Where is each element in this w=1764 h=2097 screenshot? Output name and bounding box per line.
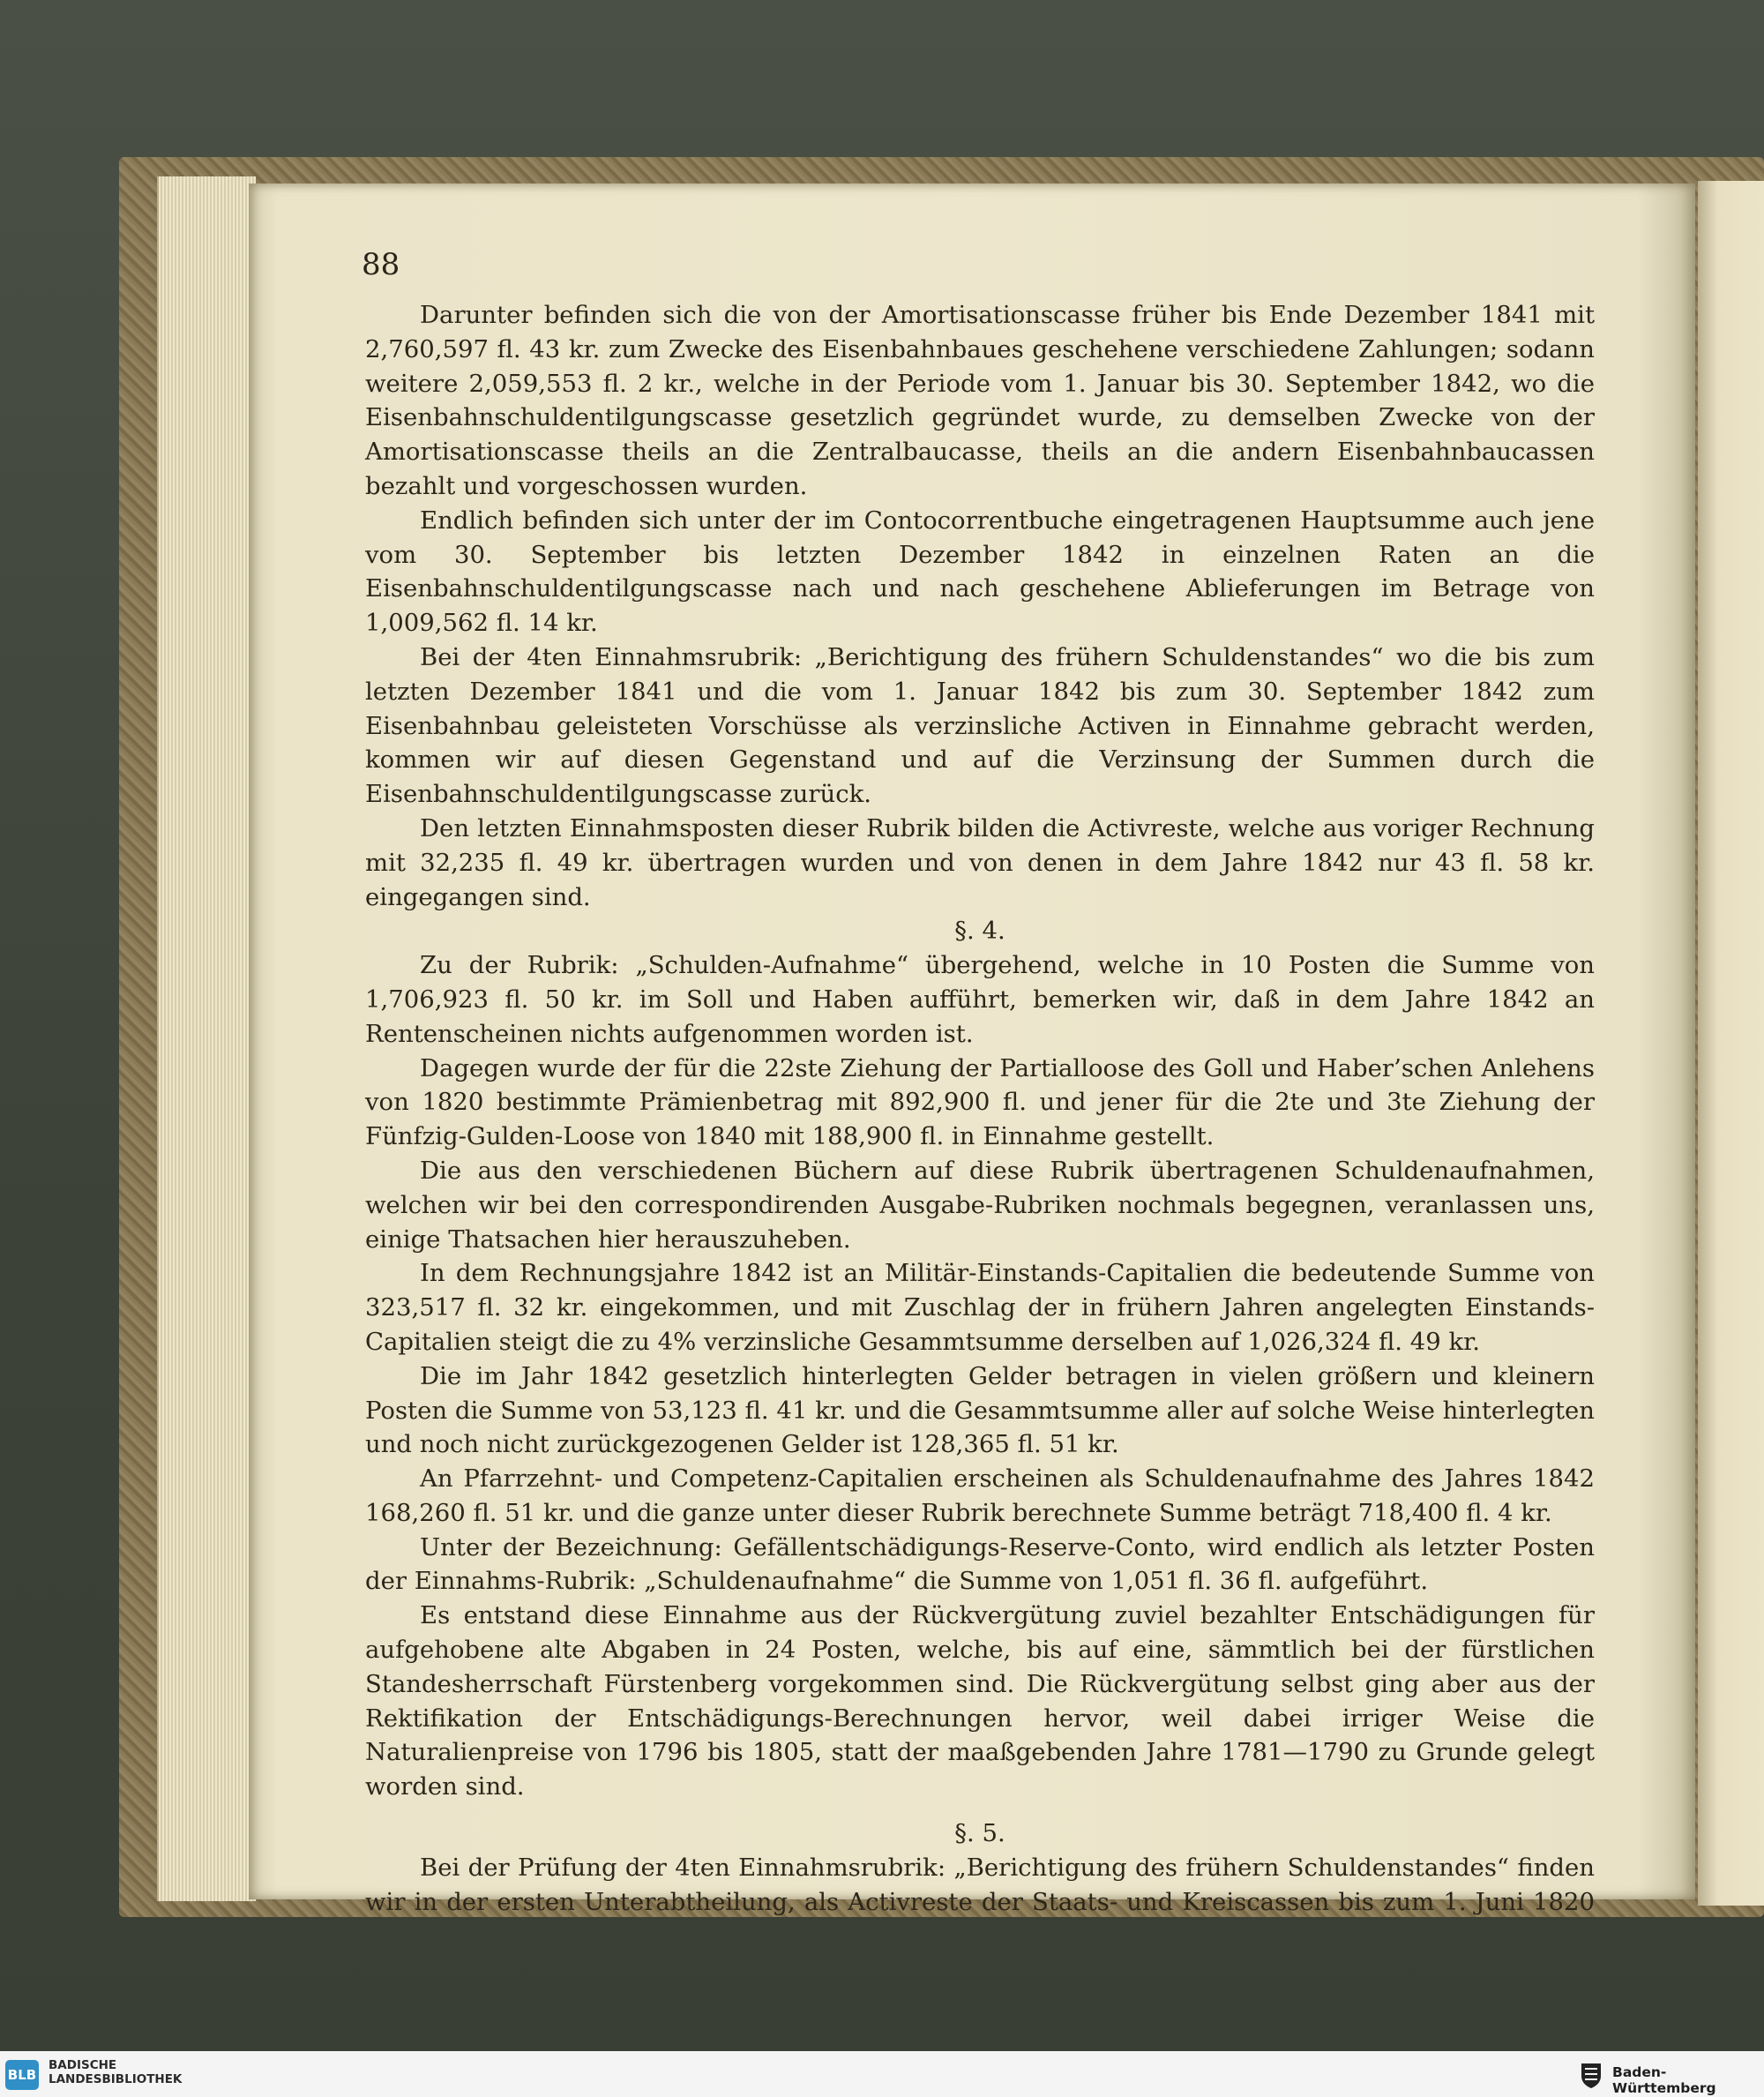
library-name-line1: BADISCHE [49, 2058, 117, 2072]
facing-page-edge [1698, 181, 1764, 1906]
section-heading: §. 5. [954, 1819, 1005, 1848]
paragraph: Den letzten Einnahmsposten dieser Rubrik bilden die Activreste, welche aus voriger Rechnung mit 32,235 fl. 49 kr. übertragen wurden und von denen in dem Jahre 1842 nur 43 fl. 58 kr. eingegangen sind. [365, 813, 1595, 911]
paragraph: Die aus den verschiedenen Büchern auf diese Rubrik übertragenen Schuldenaufnahmen, welchen wir bei den correspondirenden Ausgabe-Rubriken nochmals begegnen, veranlassen uns, einige Thatsachen hier herauszuheben. [365, 1156, 1595, 1254]
paragraph: Endlich befinden sich unter der im Contocorrentbuche eingetragenen Hauptsumme auch jene vom 30. September bis letzten Dezember 1842 in einzelnen Raten an die Eisenbahnschuldentilgungscasse nach und nach geschehene Ablieferungen im Betrage von 1,009,562 fl. 14 kr. [365, 506, 1595, 638]
library-name-line2: LANDESBIBLIOTHEK [49, 2072, 183, 2086]
paragraph: Die im Jahr 1842 gesetzlich hinterlegten Gelder betragen in vielen größern und kleinern Posten die Summe von 53,123 fl. 41 kr. und die Gesammtsumme aller auf solche Weise hinterlegten und noch nicht zurückgezogenen Gelder ist 128,365 fl. 51 kr. [365, 1361, 1595, 1459]
paragraph: Bei der Prüfung der 4ten Einnahmsrubrik: „Berichtigung des frühern Schuldenstandes“ finden wir in der ersten Unterabtheilung, als Activreste der Staats- und Kreiscassen bis zum 1. Juni 1820 [365, 1853, 1595, 1916]
paragraph: In dem Rechnungsjahre 1842 ist an Militär-Einstands-Capitalien die bedeutende Summe von 323,517 fl. 32 kr. eingekommen, und mit Zuschlag der in frühern Jahren angelegten Einstands-Capitalien steigt die zu 4% verzinsliche Gesammtsumme derselben auf 1,026,324 fl. 49 kr. [365, 1259, 1595, 1356]
paragraph: Bei der 4ten Einnahmsrubrik: „Berichtigung des frühern Schuldenstandes“ wo die bis zum letzten Dezember 1841 und die vom 1. Januar 1842 bis zum 30. September 1842 zum Eisenbahnbau geleisteten Vorschüsse als verzinsliche Activen in Einnahme gebracht werden, kommen wir auf diesen Gegenstand und auf die Verzinsung der Summen durch die Eisenbahnschuldentilgungscasse zurück. [365, 642, 1595, 809]
page-number: 88 [362, 247, 400, 282]
library-name[interactable] [49, 2058, 182, 2086]
state-name[interactable]: Baden-Württemberg [1612, 2064, 1716, 2096]
paragraph: Zu der Rubrik: „Schulden-Aufnahme“ übergehend, welche in 10 Posten die Summe von 1,706,923 fl. 50 kr. im Soll und Haben aufführt, bemerken wir, daß in dem Jahre 1842 an Rentenscheinen nichts aufgenommen worden ist. [365, 951, 1595, 1048]
paragraph: Unter der Bezeichnung: Gefällentschädigungs-Reserve-Conto, wird endlich als letzter Posten der Einnahms-Rubrik: „Schuldenaufnahme“ die Summe von 1,051 fl. 36 fl. aufgeführt. [365, 1532, 1595, 1596]
paragraph: An Pfarrzehnt- und Competenz-Capitalien erscheinen als Schuldenaufnahme des Jahres 1842 168,260 fl. 51 kr. und die ganze unter dieser Rubrik berechnete Summe beträgt 718,400 fl. 4 kr. [365, 1464, 1595, 1527]
page-edges-left [157, 176, 256, 1901]
footer-bar [0, 2051, 1764, 2097]
page-text [365, 298, 1595, 1919]
paragraph: Dagegen wurde der für die 22ste Ziehung der Partialloose des Goll und Haber’schen Anlehens von 1820 bestimmte Prämienbetrag mit 892,900 fl. und jener für die 2te und 3te Ziehung der Fünfzig-Gulden-Loose von 1840 mit 188,900 fl. in Einnahme gestellt. [365, 1053, 1595, 1151]
section-heading: §. 4. [954, 917, 1005, 946]
paragraph: Darunter befinden sich die von der Amortisationscasse früher bis Ende Dezember 1841 mit 2,760,597 fl. 43 kr. zum Zwecke des Eisenbahnbaues geschehene verschiedene Zahlungen; sodann weitere 2,059,553 fl. 2 kr., welche in der Periode vom 1. Januar bis 30. September 1842, wo die Eisenbahnschuldentilgungscasse gesetzlich gegründet wurde, zu demselben Zwecke von der Amortisationscasse theils an die Zentralbaucasse, theils an die andern Eisenbahnbaucassen bezahlt und vorgeschossen wurden. [365, 301, 1595, 500]
paragraph: Es entstand diese Einnahme aus der Rückvergütung zuviel bezahlter Entschädigungen für aufgehobene alte Abgaben in 24 Posten, welche, bis auf eine, sämmtlich bei der fürstlichen Standesherrschaft Fürstenberg vorgekommen sind. Die Rückvergütung selbst ging aber aus der Rektifikation der Entschädigungs-Berechnungen hervor, weil dabei irriger Weise die Naturalienpreise von 1796 bis 1805, statt der maaßgebenden Jahre 1781—1790 zu Grunde gelegt worden sind. [365, 1601, 1595, 1801]
coat-of-arms-icon [1579, 2060, 1603, 2090]
blb-logo-icon[interactable]: BLB [5, 2060, 39, 2090]
